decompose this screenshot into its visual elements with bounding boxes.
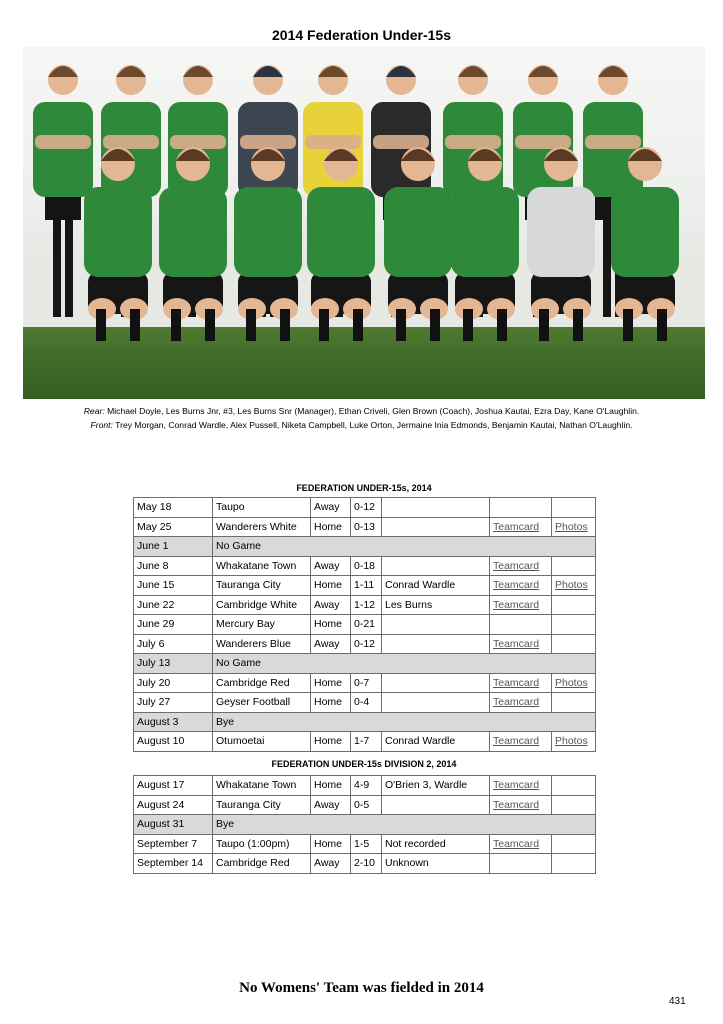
photos-cell <box>552 517 596 537</box>
note-cell <box>213 712 596 732</box>
venue-cell <box>311 795 351 815</box>
opponent-cell <box>213 556 311 576</box>
date-cell-text: September 7 <box>137 837 198 850</box>
fixture-row <box>134 776 596 796</box>
score-cell <box>351 576 382 596</box>
scorers-cell <box>382 576 490 596</box>
score-cell-text: 0-7 <box>354 676 370 689</box>
caption-front <box>0 418 723 432</box>
note-cell <box>213 537 596 557</box>
date-cell <box>134 576 213 596</box>
venue-cell <box>311 498 351 518</box>
note-cell-text: No Game <box>216 657 261 670</box>
score-cell-text: 0-13 <box>354 520 376 533</box>
teamcard-cell <box>490 776 552 796</box>
venue-cell <box>311 576 351 596</box>
score-cell-text: 0-5 <box>354 798 370 811</box>
fixture-row <box>134 834 596 854</box>
venue-cell-text: Home <box>314 837 343 850</box>
photos-cell-link[interactable]: Photos <box>555 579 588 592</box>
venue-cell-text: Away <box>314 559 340 572</box>
opponent-cell <box>213 776 311 796</box>
caption-front-label: Front: <box>90 420 113 430</box>
opponent-cell <box>213 517 311 537</box>
date-cell <box>134 498 213 518</box>
score-cell-text: 1-5 <box>354 837 370 850</box>
date-cell-text: May 18 <box>137 501 172 514</box>
opponent-cell-text: Otumoetai <box>216 735 265 748</box>
date-cell <box>134 693 213 713</box>
team-photo <box>23 47 705 399</box>
date-cell <box>134 517 213 537</box>
player-figure <box>33 65 93 317</box>
opponent-cell-text: Cambridge Red <box>216 676 290 689</box>
scorers-cell-text: Unknown <box>385 857 429 870</box>
opponent-cell-text: Taupo <box>216 501 245 514</box>
caption-rear-label: Rear: <box>83 406 105 416</box>
fixture-row <box>134 498 596 518</box>
photos-cell <box>552 576 596 596</box>
teamcard-cell <box>490 795 552 815</box>
venue-cell <box>311 693 351 713</box>
venue-cell-text: Home <box>314 735 343 748</box>
scorers-cell <box>382 556 490 576</box>
caption-rear <box>0 404 723 418</box>
page-number: 431 <box>669 996 686 1007</box>
photos-cell <box>552 732 596 752</box>
opponent-cell-text: Tauranga City <box>216 798 281 811</box>
venue-cell <box>311 556 351 576</box>
scorers-cell-text: Conrad Wardle <box>385 735 456 748</box>
note-cell-text: Bye <box>216 715 235 728</box>
score-cell-text: 1-11 <box>354 579 375 592</box>
photos-cell <box>552 634 596 654</box>
score-cell <box>351 615 382 635</box>
venue-cell <box>311 854 351 874</box>
date-cell-text: August 3 <box>137 715 179 728</box>
venue-cell <box>311 595 351 615</box>
date-cell <box>134 732 213 752</box>
date-cell-text: June 15 <box>137 579 175 592</box>
scorers-cell <box>382 732 490 752</box>
teamcard-cell <box>490 732 552 752</box>
teamcard-cell-link[interactable]: Teamcard <box>493 579 540 592</box>
scorers-cell <box>382 673 490 693</box>
fixture-row <box>134 595 596 615</box>
date-cell <box>134 615 213 635</box>
scorers-cell-text: O'Brien 3, Wardle <box>385 779 468 792</box>
scorers-cell <box>382 595 490 615</box>
opponent-cell-text: Geyser Football <box>216 696 291 709</box>
teamcard-cell-link[interactable]: Teamcard <box>493 735 540 748</box>
page-title: 2014 Federation Under-15s <box>272 27 451 43</box>
opponent-cell <box>213 576 311 596</box>
venue-cell-text: Away <box>314 501 340 514</box>
score-cell-text: 0-18 <box>354 559 376 572</box>
date-cell <box>134 556 213 576</box>
teamcard-cell-link[interactable]: Teamcard <box>493 676 540 689</box>
teamcard-cell <box>490 673 552 693</box>
date-cell <box>134 795 213 815</box>
scorers-cell <box>382 693 490 713</box>
scorers-cell-text: Les Burns <box>385 598 433 611</box>
photos-cell <box>552 834 596 854</box>
date-cell-text: July 13 <box>137 657 171 670</box>
venue-cell <box>311 517 351 537</box>
opponent-cell-text: Cambridge White <box>216 598 298 611</box>
caption-rear-names: Michael Doyle, Les Burns Jnr, #3, Les Burns Snr (Manager), Ethan Criveli, Glen Brown (Coach), Joshua Kautai, Ezra Day, Kane O'Laughlin. <box>107 406 640 416</box>
teamcard-cell <box>490 615 552 635</box>
opponent-cell <box>213 693 311 713</box>
score-cell-text: 0-12 <box>354 637 376 650</box>
scorers-cell-text: Not recorded <box>385 837 446 850</box>
teamcard-cell-link[interactable]: Teamcard <box>493 637 540 650</box>
score-cell-text: 1-7 <box>354 735 370 748</box>
opponent-cell <box>213 854 311 874</box>
teamcard-cell <box>490 517 552 537</box>
photos-cell-link[interactable]: Photos <box>555 520 588 533</box>
teamcard-cell <box>490 693 552 713</box>
venue-cell-text: Home <box>314 779 343 792</box>
date-cell <box>134 595 213 615</box>
date-cell-text: June 22 <box>137 598 175 611</box>
venue-cell-text: Home <box>314 520 343 533</box>
date-cell-text: June 29 <box>137 618 175 631</box>
opponent-cell <box>213 615 311 635</box>
date-cell <box>134 815 213 835</box>
date-cell <box>134 834 213 854</box>
opponent-cell-text: Wanderers Blue <box>216 637 291 650</box>
teamcard-cell <box>490 595 552 615</box>
teamcard-cell-link[interactable]: Teamcard <box>493 837 540 850</box>
score-cell-text: 0-12 <box>354 501 376 514</box>
photos-cell-link[interactable]: Photos <box>555 676 588 689</box>
photos-cell <box>552 595 596 615</box>
venue-cell-text: Away <box>314 798 340 811</box>
score-cell-text: 4-9 <box>354 779 370 792</box>
venue-cell-text: Home <box>314 618 343 631</box>
score-cell <box>351 517 382 537</box>
caption-front-names: Trey Morgan, Conrad Wardle, Alex Pussell, Niketa Campbell, Luke Orton, Jermaine Inia Edmonds, Benjamin Kautai, Nathan O'Laughlin. <box>115 420 633 430</box>
section-title-league: FEDERATION UNDER-15s, 2014 <box>296 483 432 493</box>
fixture-row <box>134 537 596 557</box>
date-cell-text: September 14 <box>137 857 203 870</box>
scorers-cell <box>382 795 490 815</box>
scorers-cell <box>382 517 490 537</box>
score-cell <box>351 834 382 854</box>
score-cell <box>351 732 382 752</box>
footer-note: No Womens' Team was fielded in 2014 <box>239 980 484 996</box>
photos-cell <box>552 854 596 874</box>
venue-cell <box>311 673 351 693</box>
date-cell-text: August 24 <box>137 798 185 811</box>
photos-cell <box>552 615 596 635</box>
venue-cell-text: Home <box>314 579 343 592</box>
date-cell <box>134 537 213 557</box>
scorers-cell <box>382 776 490 796</box>
date-cell <box>134 673 213 693</box>
note-cell <box>213 815 596 835</box>
photos-cell <box>552 556 596 576</box>
fixture-row <box>134 712 596 732</box>
note-cell <box>213 654 596 674</box>
venue-cell-text: Away <box>314 857 340 870</box>
score-cell <box>351 693 382 713</box>
score-cell <box>351 556 382 576</box>
scorers-cell <box>382 634 490 654</box>
photos-cell <box>552 776 596 796</box>
fixture-row <box>134 732 596 752</box>
score-cell-text: 0-21 <box>354 618 376 631</box>
date-cell <box>134 712 213 732</box>
scorers-cell <box>382 615 490 635</box>
venue-cell-text: Home <box>314 696 343 709</box>
scorers-cell <box>382 834 490 854</box>
note-cell-text: Bye <box>216 818 235 831</box>
score-cell <box>351 673 382 693</box>
score-cell <box>351 854 382 874</box>
teamcard-cell-link[interactable]: Teamcard <box>493 559 540 572</box>
date-cell-text: July 6 <box>137 637 165 650</box>
fixtures-table-league <box>133 497 596 752</box>
photos-cell <box>552 693 596 713</box>
opponent-cell-text: Tauranga City <box>216 579 281 592</box>
date-cell <box>134 634 213 654</box>
opponent-cell <box>213 634 311 654</box>
venue-cell <box>311 615 351 635</box>
teamcard-cell <box>490 854 552 874</box>
photos-cell-link[interactable]: Photos <box>555 735 588 748</box>
scorers-cell-text: Conrad Wardle <box>385 579 456 592</box>
venue-cell-text: Away <box>314 598 340 611</box>
photos-cell <box>552 795 596 815</box>
teamcard-cell-link[interactable]: Teamcard <box>493 696 540 709</box>
team-figures <box>23 47 705 399</box>
opponent-cell <box>213 673 311 693</box>
date-cell <box>134 654 213 674</box>
opponent-cell-text: Taupo (1:00pm) <box>216 837 290 850</box>
venue-cell-text: Away <box>314 637 340 650</box>
venue-cell <box>311 834 351 854</box>
date-cell-text: July 20 <box>137 676 171 689</box>
teamcard-cell <box>490 634 552 654</box>
fixture-row <box>134 556 596 576</box>
date-cell-text: May 25 <box>137 520 172 533</box>
note-cell-text: No Game <box>216 540 261 553</box>
score-cell <box>351 498 382 518</box>
date-cell-text: August 10 <box>137 735 185 748</box>
score-cell <box>351 595 382 615</box>
teamcard-cell <box>490 834 552 854</box>
fixtures-table-division2 <box>133 775 596 874</box>
opponent-cell-text: Cambridge Red <box>216 857 290 870</box>
scorers-cell <box>382 498 490 518</box>
opponent-cell-text: Mercury Bay <box>216 618 275 631</box>
fixture-row <box>134 854 596 874</box>
opponent-cell-text: Wanderers White <box>216 520 297 533</box>
fixture-row <box>134 673 596 693</box>
photos-cell <box>552 673 596 693</box>
fixture-row <box>134 634 596 654</box>
venue-cell <box>311 732 351 752</box>
score-cell-text: 1-12 <box>354 598 376 611</box>
date-cell-text: August 31 <box>137 818 185 831</box>
opponent-cell <box>213 795 311 815</box>
teamcard-cell-link[interactable]: Teamcard <box>493 798 540 811</box>
opponent-cell <box>213 834 311 854</box>
teamcard-cell <box>490 498 552 518</box>
score-cell-text: 0-4 <box>354 696 370 709</box>
venue-cell-text: Home <box>314 676 343 689</box>
score-cell <box>351 795 382 815</box>
teamcard-cell-link[interactable]: Teamcard <box>493 520 540 533</box>
section-title-division2: FEDERATION UNDER-15s DIVISION 2, 2014 <box>271 759 457 769</box>
fixture-row <box>134 815 596 835</box>
teamcard-cell <box>490 576 552 596</box>
date-cell <box>134 854 213 874</box>
date-cell-text: June 8 <box>137 559 169 572</box>
teamcard-cell <box>490 556 552 576</box>
fixture-row <box>134 517 596 537</box>
opponent-cell-text: Whakatane Town <box>216 779 297 792</box>
date-cell-text: June 1 <box>137 540 169 553</box>
date-cell <box>134 776 213 796</box>
date-cell-text: August 17 <box>137 779 185 792</box>
venue-cell <box>311 776 351 796</box>
teamcard-cell-link[interactable]: Teamcard <box>493 779 540 792</box>
photos-cell <box>552 498 596 518</box>
score-cell <box>351 634 382 654</box>
scorers-cell <box>382 854 490 874</box>
fixture-row <box>134 795 596 815</box>
venue-cell <box>311 634 351 654</box>
opponent-cell <box>213 595 311 615</box>
teamcard-cell-link[interactable]: Teamcard <box>493 598 540 611</box>
opponent-cell-text: Whakatane Town <box>216 559 297 572</box>
fixture-row <box>134 654 596 674</box>
score-cell <box>351 776 382 796</box>
fixture-row <box>134 693 596 713</box>
fixture-row <box>134 615 596 635</box>
date-cell-text: July 27 <box>137 696 171 709</box>
score-cell-text: 2-10 <box>354 857 376 870</box>
opponent-cell <box>213 732 311 752</box>
fixture-row <box>134 576 596 596</box>
opponent-cell <box>213 498 311 518</box>
